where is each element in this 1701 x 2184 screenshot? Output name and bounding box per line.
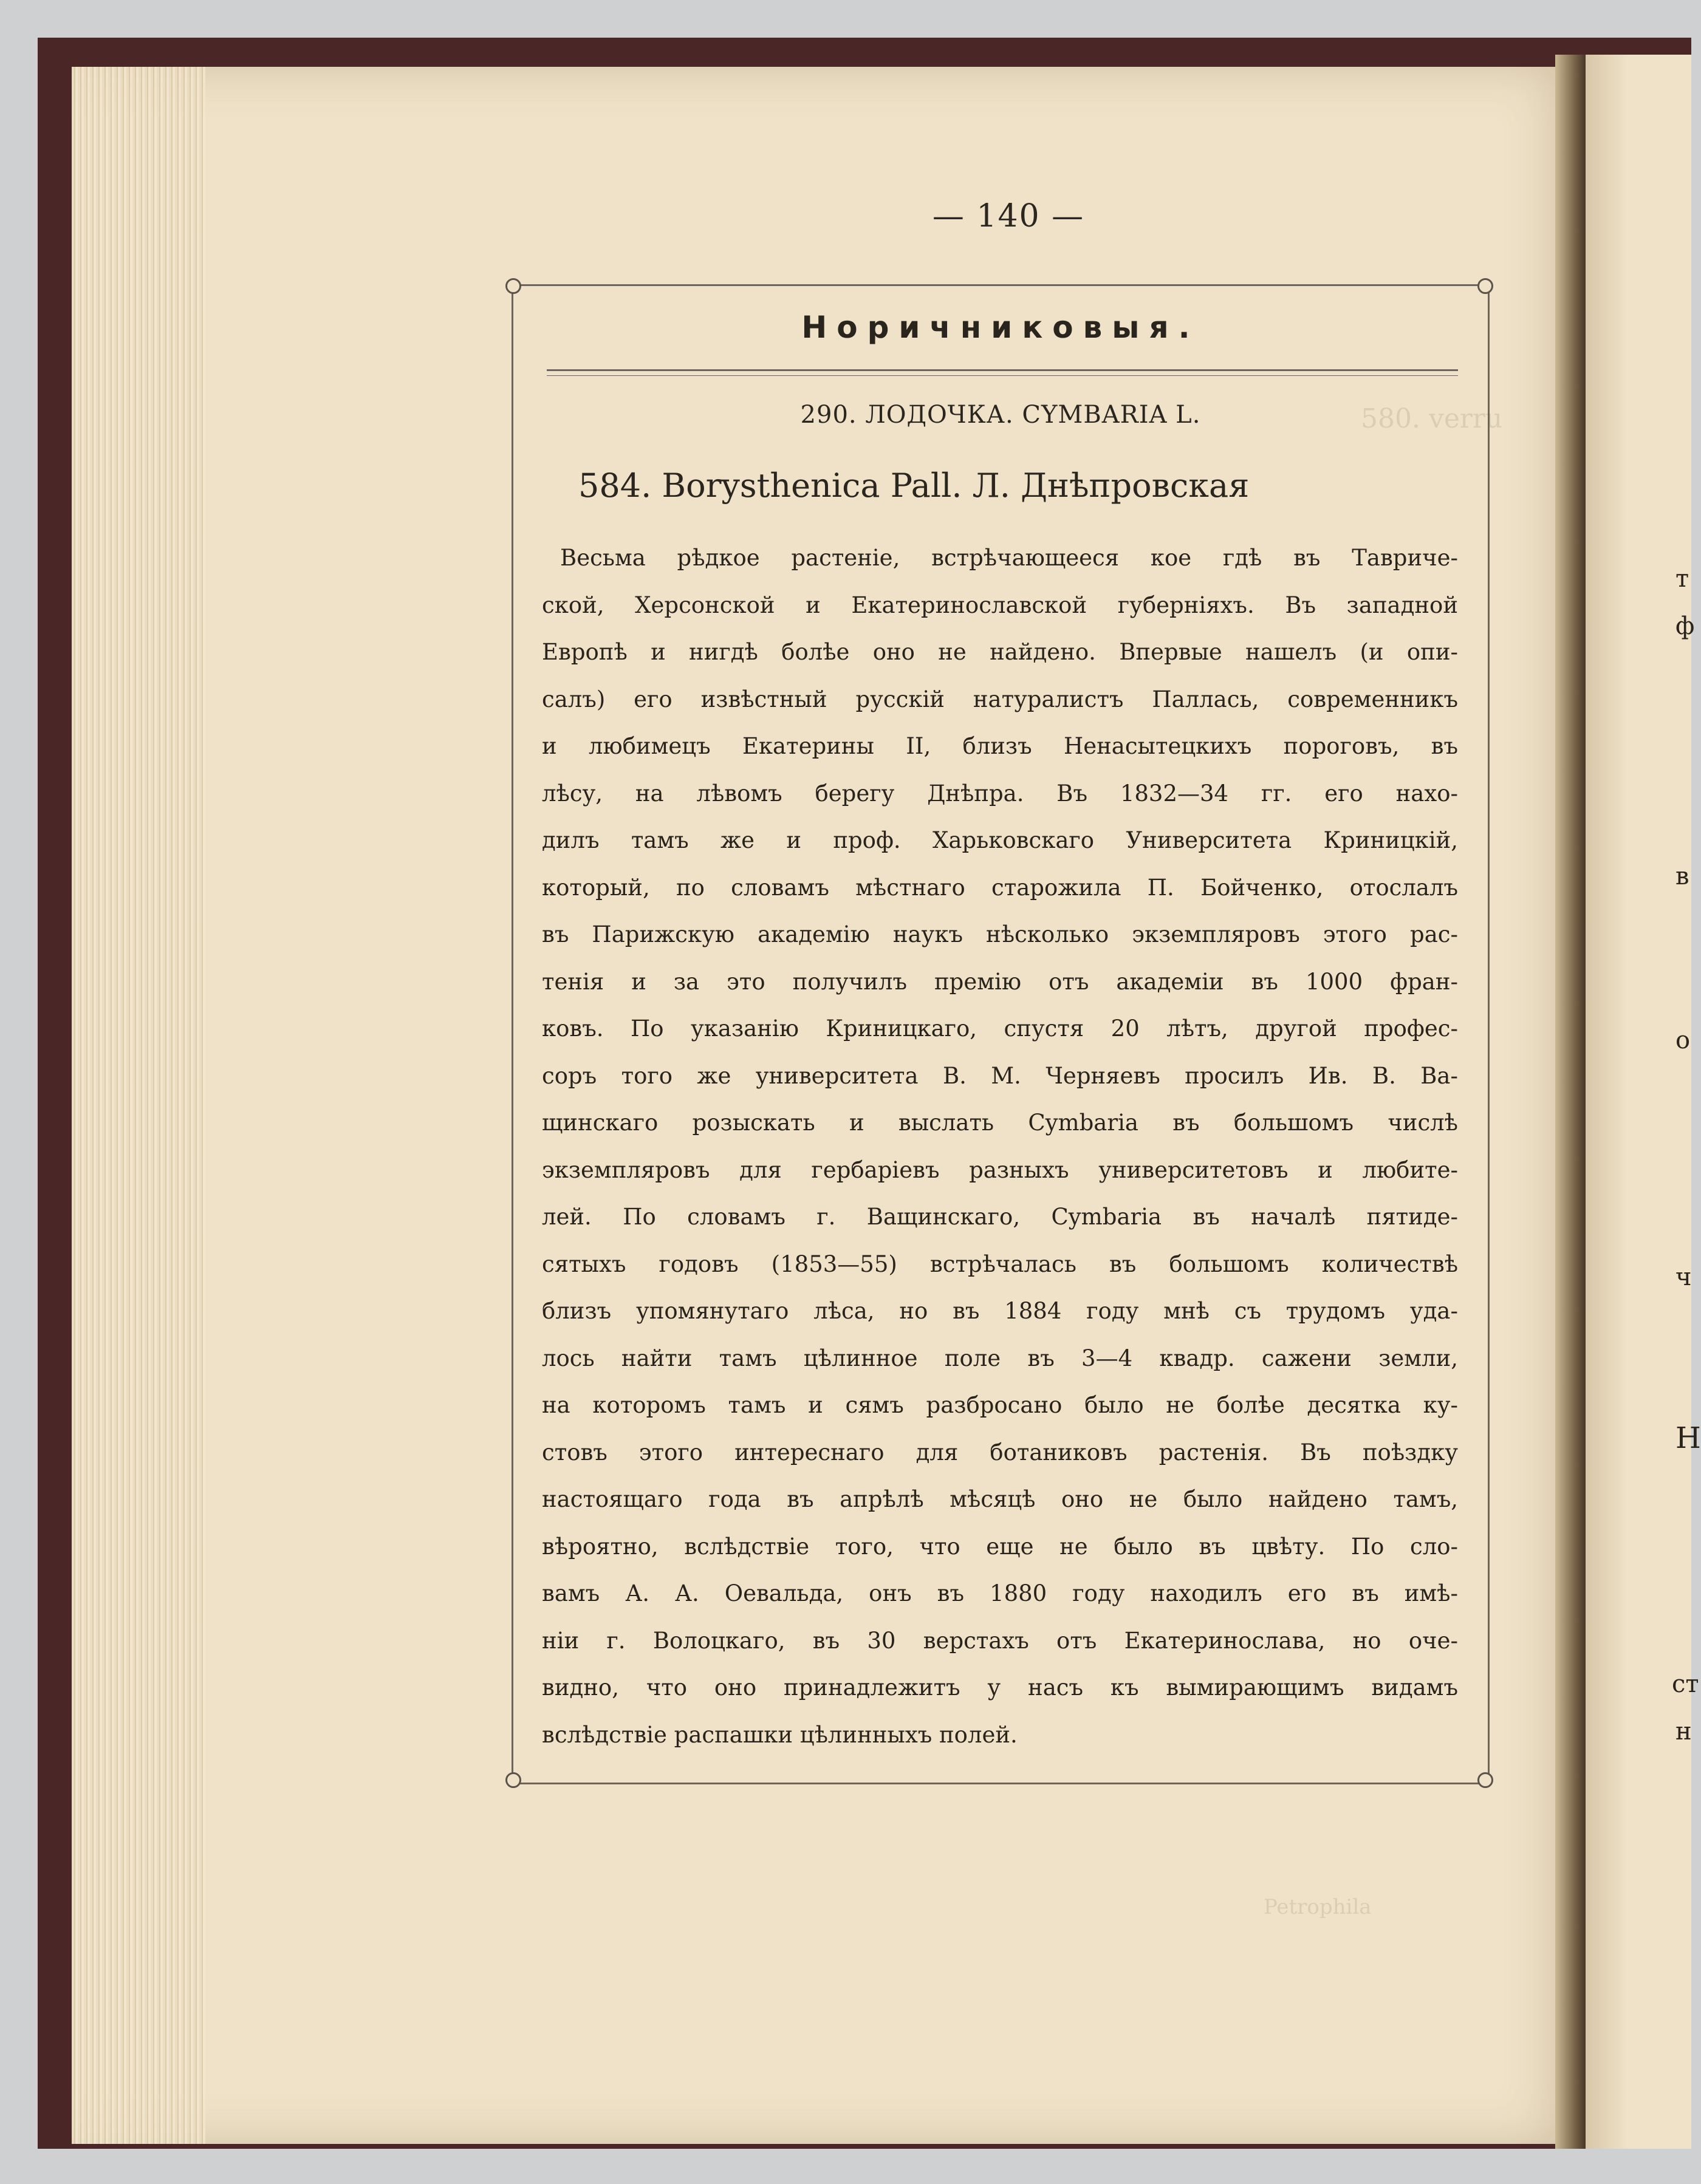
page-edges [72,67,205,2144]
frame-corner-ornament [1477,1772,1493,1788]
text-line: видно, что оно принадлежитъ у насъ къ вымирающимъ видамъ [542,1674,1458,1701]
text-line: Весьма рѣдкое растенiе, встрѣчающееся кое гдѣ въ Тавриче- [560,545,1458,571]
text-line: вслѣдствiе распашки цѣлинныхъ полей. [542,1721,1018,1748]
frame-corner-ornament [505,278,521,294]
species-description [542,534,1458,1758]
text-line: лѣсу, на лѣвомъ берегу Днѣпра. Въ 1832—34 гг. его нахо- [542,780,1458,807]
text-line: и любимецъ Екатерины II, близъ Ненасытецкихъ пороговъ, въ [542,733,1458,759]
text-line: лось найти тамъ цѣлинное поле въ 3—4 квадр. сажени земли, [542,1345,1458,1371]
text-line: въ Парижскую академiю наукъ нѣсколько экземпляровъ этого рас- [542,921,1458,947]
heading-rule [547,375,1458,376]
text-line: ской, Херсонской и Екатеринославской губернiяхъ. Въ западной [542,592,1458,618]
text-line: нiи г. Волоцкаго, въ 30 верстахъ отъ Екатеринослава, но оче- [542,1627,1458,1654]
text-line: экземпляровъ для гербарiевъ разныхъ университетовъ и любите- [542,1156,1458,1183]
text-line: соръ того же университета В. М. Черняевъ просилъ Ив. В. Ва- [542,1062,1458,1089]
text-line: тенiя и за это получилъ премiю отъ академiи въ 1000 фран- [542,968,1458,995]
text-line: сятыхъ годовъ (1853—55) встрѣчалась въ большомъ количествѣ [542,1251,1458,1277]
text-line: щинскаго розыскать и выслать Cymbaria въ большомъ числѣ [542,1110,1458,1136]
right-page-fragment: в [1675,862,1689,890]
frame-corner-ornament [505,1772,521,1788]
heading-rule [547,369,1458,371]
frame-corner-ornament [1477,278,1493,294]
right-page-fragment: Н [1675,1421,1701,1455]
text-line: стовъ этого интереснаго для ботаниковъ растенiя. Въ поѣздку [542,1439,1458,1466]
right-page-fragment: ф [1675,612,1695,640]
bleed-through-text: Petrophila [1264,1895,1372,1919]
right-page [1586,55,1691,2149]
species-heading: 584. Borysthenica Pall. Л. Днѣпровская [578,466,1250,505]
text-line: близъ упомянутаго лѣса, но въ 1884 году мнѣ съ трудомъ уда- [542,1298,1458,1324]
text-line: настоящаго года въ апрѣлѣ мѣсяцѣ оно не было найдено тамъ, [542,1486,1458,1512]
page-number: — 140 — [932,198,1085,234]
right-page-fragment: ст [1672,1670,1699,1698]
text-line: Европѣ и нигдѣ болѣе оно не найдено. Впервые нашелъ (и опи- [542,639,1458,665]
right-page-fragment: о [1675,1026,1691,1054]
text-line: лей. По словамъ г. Ващинскаго, Cymbaria въ началѣ пятиде- [542,1204,1458,1230]
right-page-fragment: т [1675,565,1689,593]
text-line: на которомъ тамъ и сямъ разбросано было не болѣе десятка ку- [542,1392,1458,1418]
text-line: который, по словамъ мѣстнаго старожила П. Бойченко, отослалъ [542,874,1458,901]
text-line: салъ) его извѣстный русскiй натуралистъ Паллась, современникъ [542,686,1458,712]
right-page-fragment: ч [1675,1263,1692,1291]
right-page-fragment: н [1675,1718,1692,1745]
text-line: дилъ тамъ же и проф. Харьковскаго Университета Криницкiй, [542,827,1458,853]
genus-heading: 290. ЛОДОЧКА. CYMBARIA L. [800,401,1201,429]
text-line: вамъ А. А. Оевальда, онъ въ 1880 году находилъ его въ имѣ- [542,1580,1458,1606]
text-line: вѣроятно, вслѣдствiе того, что еще не было въ цвѣту. По сло- [542,1533,1458,1560]
bleed-through-text: 580. verru [1361,403,1503,434]
family-heading: Норичниковыя. [801,310,1200,345]
text-line: ковъ. По указанiю Криницкаго, спустя 20 лѣтъ, другой профес- [542,1015,1458,1042]
